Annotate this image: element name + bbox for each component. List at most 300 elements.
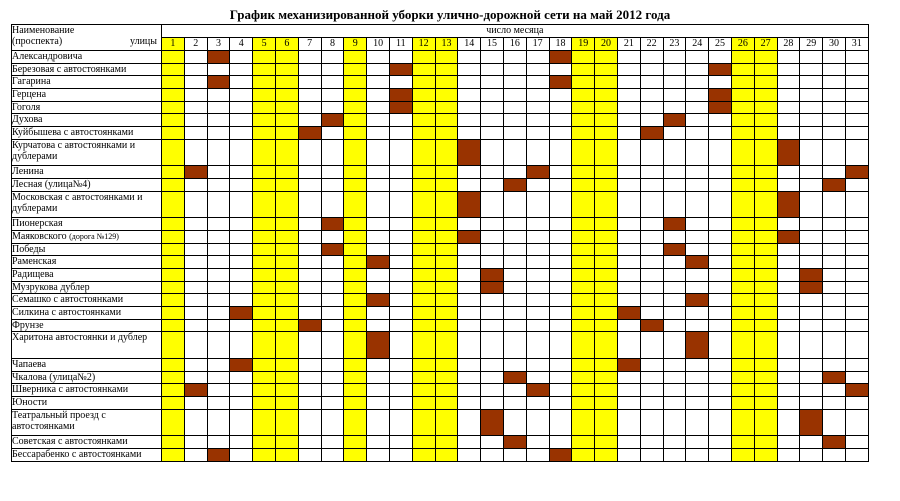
schedule-cell — [184, 436, 207, 449]
schedule-cell — [207, 218, 230, 231]
schedule-cell — [845, 371, 868, 384]
schedule-cell — [367, 230, 390, 243]
weekend-cell — [731, 358, 754, 371]
day-number-header: 17 — [526, 38, 549, 51]
cleaning-day-mark — [549, 448, 572, 461]
schedule-cell — [184, 114, 207, 127]
weekend-cell — [435, 230, 458, 243]
weekend-cell — [275, 436, 298, 449]
schedule-cell — [549, 139, 572, 166]
schedule-cell — [230, 396, 253, 409]
street-name: Фрунзе — [12, 319, 44, 331]
weekend-cell — [253, 114, 276, 127]
schedule-cell — [481, 89, 504, 102]
schedule-cell — [503, 256, 526, 269]
street-name-cell — [12, 89, 162, 102]
weekend-cell — [572, 358, 595, 371]
weekend-cell — [412, 409, 435, 436]
schedule-cell — [549, 396, 572, 409]
document-title: График механизированной уборки улично-дорожной сети на май 2012 года — [229, 7, 671, 22]
weekend-cell — [595, 101, 618, 114]
weekend-cell — [344, 371, 367, 384]
schedule-cell — [458, 114, 481, 127]
schedule-cell — [823, 409, 846, 436]
schedule-cell — [617, 256, 640, 269]
day-number-header: 1 — [162, 38, 185, 51]
schedule-cell — [800, 436, 823, 449]
schedule-cell — [845, 218, 868, 231]
schedule-cell — [549, 319, 572, 332]
weekend-cell — [253, 409, 276, 436]
weekend-cell — [572, 319, 595, 332]
schedule-cell — [709, 268, 732, 281]
schedule-cell — [709, 127, 732, 140]
weekend-cell — [731, 139, 754, 166]
schedule-cell — [777, 101, 800, 114]
schedule-cell — [298, 358, 321, 371]
schedule-cell — [207, 384, 230, 397]
street-name-cell — [12, 230, 162, 243]
schedule-cell — [640, 230, 663, 243]
street-row — [12, 101, 869, 114]
schedule-cell — [617, 101, 640, 114]
weekend-cell — [435, 281, 458, 294]
weekend-cell — [162, 127, 185, 140]
schedule-cell — [367, 243, 390, 256]
schedule-cell — [207, 166, 230, 179]
schedule-cell — [321, 319, 344, 332]
weekend-cell — [572, 294, 595, 307]
cleaning-day-mark — [207, 51, 230, 64]
weekend-cell — [754, 307, 777, 320]
weekend-cell — [344, 409, 367, 436]
schedule-cell — [845, 139, 868, 166]
weekend-cell — [572, 89, 595, 102]
schedule-cell — [367, 179, 390, 192]
weekend-cell — [435, 218, 458, 231]
schedule-cell — [663, 294, 686, 307]
schedule-cell — [503, 294, 526, 307]
schedule-cell — [184, 307, 207, 320]
schedule-cell — [207, 268, 230, 281]
schedule-cell — [481, 358, 504, 371]
weekend-cell — [412, 191, 435, 218]
schedule-cell — [640, 51, 663, 64]
day-number-header: 27 — [754, 38, 777, 51]
schedule-cell — [549, 384, 572, 397]
weekend-cell — [344, 436, 367, 449]
schedule-cell — [617, 448, 640, 461]
day-number-header: 19 — [572, 38, 595, 51]
schedule-cell — [207, 307, 230, 320]
schedule-cell — [640, 114, 663, 127]
weekend-cell — [344, 179, 367, 192]
schedule-cell — [207, 139, 230, 166]
street-name-cell — [12, 243, 162, 256]
street-name: Пионерская — [12, 218, 63, 230]
street-name: Лесная (улица№4) — [12, 179, 91, 190]
weekend-cell — [731, 307, 754, 320]
weekend-cell — [344, 268, 367, 281]
street-row — [12, 243, 869, 256]
schedule-cell — [458, 384, 481, 397]
schedule-cell — [526, 448, 549, 461]
weekend-cell — [595, 89, 618, 102]
weekend-cell — [595, 51, 618, 64]
schedule-cell — [663, 358, 686, 371]
cleaning-day-mark — [321, 243, 344, 256]
street-name: Гоголя — [12, 101, 41, 113]
schedule-cell — [640, 294, 663, 307]
weekend-cell — [731, 127, 754, 140]
cleaning-day-mark — [640, 127, 663, 140]
schedule-cell — [184, 76, 207, 89]
cleaning-day-mark — [458, 139, 481, 166]
weekend-cell — [344, 230, 367, 243]
schedule-cell — [800, 218, 823, 231]
weekend-cell — [275, 230, 298, 243]
schedule-cell — [458, 63, 481, 76]
schedule-cell — [481, 114, 504, 127]
street-name-cell — [12, 218, 162, 231]
weekend-cell — [754, 294, 777, 307]
schedule-cell — [321, 89, 344, 102]
day-number-header: 7 — [298, 38, 321, 51]
cleaning-day-mark — [709, 89, 732, 102]
schedule-cell — [640, 358, 663, 371]
weekend-cell — [595, 218, 618, 231]
schedule-cell — [800, 89, 823, 102]
schedule-cell — [503, 101, 526, 114]
street-name-column-header — [12, 25, 162, 51]
weekend-cell — [572, 51, 595, 64]
schedule-cell — [458, 307, 481, 320]
schedule-cell — [458, 409, 481, 436]
schedule-cell — [367, 436, 390, 449]
schedule-cell — [184, 396, 207, 409]
weekend-cell — [253, 384, 276, 397]
weekend-cell — [572, 268, 595, 281]
schedule-cell — [184, 127, 207, 140]
weekend-cell — [344, 63, 367, 76]
weekend-cell — [572, 256, 595, 269]
schedule-cell — [481, 230, 504, 243]
cleaning-day-mark — [617, 358, 640, 371]
schedule-cell — [321, 436, 344, 449]
schedule-cell — [526, 268, 549, 281]
street-row — [12, 76, 869, 89]
schedule-cell — [230, 191, 253, 218]
weekend-cell — [253, 101, 276, 114]
schedule-cell — [389, 371, 412, 384]
schedule-cell — [458, 76, 481, 89]
street-name-cell — [12, 268, 162, 281]
weekend-cell — [595, 243, 618, 256]
schedule-cell — [686, 436, 709, 449]
weekend-cell — [595, 409, 618, 436]
weekend-cell — [275, 268, 298, 281]
schedule-cell — [823, 127, 846, 140]
cleaning-day-mark — [207, 76, 230, 89]
weekend-cell — [162, 166, 185, 179]
weekend-cell — [253, 218, 276, 231]
schedule-cell — [481, 101, 504, 114]
schedule-cell — [823, 218, 846, 231]
schedule-cell — [389, 396, 412, 409]
schedule-cell — [458, 218, 481, 231]
weekend-cell — [572, 384, 595, 397]
schedule-cell — [298, 166, 321, 179]
schedule-cell — [503, 139, 526, 166]
schedule-cell — [617, 179, 640, 192]
schedule-cell — [686, 63, 709, 76]
schedule-cell — [367, 191, 390, 218]
weekend-cell — [275, 332, 298, 359]
schedule-cell — [481, 371, 504, 384]
weekend-cell — [731, 409, 754, 436]
street-name-cell — [12, 256, 162, 269]
schedule-cell — [845, 294, 868, 307]
street-row — [12, 448, 869, 461]
weekend-cell — [595, 281, 618, 294]
schedule-cell — [321, 281, 344, 294]
cleaning-day-mark — [823, 436, 846, 449]
schedule-cell — [230, 448, 253, 461]
street-name: Духова — [12, 114, 43, 126]
weekend-cell — [754, 51, 777, 64]
schedule-cell — [709, 307, 732, 320]
weekend-cell — [572, 436, 595, 449]
schedule-cell — [686, 191, 709, 218]
schedule-cell — [526, 114, 549, 127]
schedule-cell — [709, 139, 732, 166]
weekend-cell — [754, 396, 777, 409]
weekend-cell — [731, 76, 754, 89]
schedule-cell — [184, 243, 207, 256]
schedule-cell — [184, 139, 207, 166]
cleaning-day-mark — [207, 448, 230, 461]
street-name-cell — [12, 384, 162, 397]
schedule-cell — [777, 256, 800, 269]
schedule-cell — [777, 436, 800, 449]
street-name: Харитона автостоянки и дублер — [12, 332, 148, 344]
schedule-cell — [709, 436, 732, 449]
schedule-cell — [503, 268, 526, 281]
schedule-cell — [321, 268, 344, 281]
weekend-cell — [731, 396, 754, 409]
weekend-cell — [253, 63, 276, 76]
weekend-cell — [595, 166, 618, 179]
weekend-cell — [162, 396, 185, 409]
schedule-cell — [845, 268, 868, 281]
schedule-cell — [298, 281, 321, 294]
schedule-cell — [526, 101, 549, 114]
schedule-cell — [777, 218, 800, 231]
schedule-cell — [617, 281, 640, 294]
cleaning-day-mark — [663, 218, 686, 231]
day-number-header: 14 — [458, 38, 481, 51]
schedule-cell — [184, 371, 207, 384]
weekend-cell — [435, 294, 458, 307]
schedule-cell — [823, 358, 846, 371]
schedule-cell — [640, 139, 663, 166]
street-row — [12, 230, 869, 243]
schedule-cell — [207, 396, 230, 409]
schedule-cell — [823, 89, 846, 102]
weekend-cell — [412, 76, 435, 89]
weekend-cell — [435, 396, 458, 409]
street-row — [12, 256, 869, 269]
schedule-cell — [823, 332, 846, 359]
schedule-cell — [777, 448, 800, 461]
day-number-header: 21 — [617, 38, 640, 51]
schedule-cell — [686, 448, 709, 461]
schedule-cell — [617, 396, 640, 409]
schedule-cell — [184, 281, 207, 294]
schedule-cell — [823, 243, 846, 256]
weekend-cell — [754, 89, 777, 102]
schedule-cell — [640, 371, 663, 384]
schedule-cell — [207, 101, 230, 114]
schedule-cell — [845, 179, 868, 192]
weekend-cell — [253, 319, 276, 332]
weekend-cell — [754, 127, 777, 140]
day-number-header: 31 — [845, 38, 868, 51]
street-name-header-line2b: (проспекта) — [12, 36, 63, 47]
weekend-cell — [572, 396, 595, 409]
schedule-cell — [686, 139, 709, 166]
schedule-cell — [686, 384, 709, 397]
schedule-cell — [663, 230, 686, 243]
street-name-cell — [12, 63, 162, 76]
street-name-cell — [12, 371, 162, 384]
weekend-cell — [754, 332, 777, 359]
schedule-cell — [617, 51, 640, 64]
schedule-cell — [617, 191, 640, 218]
schedule-cell — [549, 191, 572, 218]
weekend-cell — [572, 371, 595, 384]
schedule-cell — [709, 256, 732, 269]
weekend-cell — [754, 179, 777, 192]
schedule-cell — [481, 139, 504, 166]
weekend-cell — [412, 294, 435, 307]
weekend-cell — [162, 139, 185, 166]
schedule-cell — [617, 294, 640, 307]
weekend-cell — [344, 101, 367, 114]
weekend-cell — [754, 319, 777, 332]
cleaning-day-mark — [458, 191, 481, 218]
schedule-cell — [549, 358, 572, 371]
weekend-cell — [731, 230, 754, 243]
weekend-cell — [754, 191, 777, 218]
cleaning-day-mark — [777, 191, 800, 218]
schedule-cell — [709, 358, 732, 371]
schedule-cell — [367, 319, 390, 332]
weekend-cell — [412, 358, 435, 371]
weekend-cell — [344, 448, 367, 461]
schedule-cell — [823, 63, 846, 76]
day-number-header: 29 — [800, 38, 823, 51]
street-name: Семашко с автостоянками — [12, 294, 124, 306]
day-number-header: 11 — [389, 38, 412, 51]
street-row — [12, 307, 869, 320]
cleaning-day-mark — [458, 230, 481, 243]
street-row — [12, 63, 869, 76]
schedule-cell — [549, 268, 572, 281]
street-name: Юности — [12, 396, 48, 408]
weekend-cell — [754, 243, 777, 256]
weekend-cell — [731, 332, 754, 359]
schedule-cell — [800, 358, 823, 371]
weekend-cell — [595, 268, 618, 281]
weekend-cell — [162, 63, 185, 76]
schedule-cell — [207, 256, 230, 269]
schedule-cell — [184, 358, 207, 371]
weekend-cell — [162, 319, 185, 332]
schedule-cell — [184, 294, 207, 307]
schedule-cell — [481, 448, 504, 461]
schedule-cell — [617, 63, 640, 76]
street-name-cell — [12, 319, 162, 332]
weekend-cell — [253, 191, 276, 218]
schedule-cell — [845, 409, 868, 436]
weekend-cell — [731, 448, 754, 461]
weekend-cell — [731, 101, 754, 114]
schedule-cell — [777, 409, 800, 436]
street-name-cell — [12, 127, 162, 140]
weekend-cell — [162, 218, 185, 231]
schedule-cell — [367, 358, 390, 371]
schedule-cell — [823, 191, 846, 218]
weekend-cell — [754, 384, 777, 397]
schedule-cell — [389, 319, 412, 332]
schedule-cell — [458, 101, 481, 114]
schedule-cell — [845, 243, 868, 256]
weekend-cell — [275, 139, 298, 166]
schedule-cell — [367, 139, 390, 166]
weekend-cell — [344, 384, 367, 397]
schedule-cell — [389, 268, 412, 281]
schedule-cell — [298, 114, 321, 127]
weekend-cell — [595, 448, 618, 461]
weekend-cell — [344, 89, 367, 102]
schedule-cell — [845, 307, 868, 320]
weekend-cell — [731, 268, 754, 281]
street-name-cell — [12, 114, 162, 127]
weekend-cell — [253, 127, 276, 140]
weekend-cell — [435, 76, 458, 89]
cleaning-day-mark — [823, 371, 846, 384]
schedule-cell — [458, 396, 481, 409]
schedule-cell — [526, 179, 549, 192]
schedule-cell — [230, 230, 253, 243]
cleaning-day-mark — [526, 384, 549, 397]
schedule-cell — [458, 51, 481, 64]
schedule-cell — [503, 396, 526, 409]
schedule-cell — [230, 179, 253, 192]
schedule-cell — [230, 319, 253, 332]
schedule-cell — [845, 51, 868, 64]
schedule-cell — [458, 436, 481, 449]
weekend-cell — [275, 409, 298, 436]
cleaning-day-mark — [367, 332, 390, 359]
weekend-cell — [275, 319, 298, 332]
weekend-cell — [731, 114, 754, 127]
schedule-cell — [549, 63, 572, 76]
schedule-cell — [367, 384, 390, 397]
weekend-cell — [275, 218, 298, 231]
street-name: Александровича — [12, 51, 83, 62]
